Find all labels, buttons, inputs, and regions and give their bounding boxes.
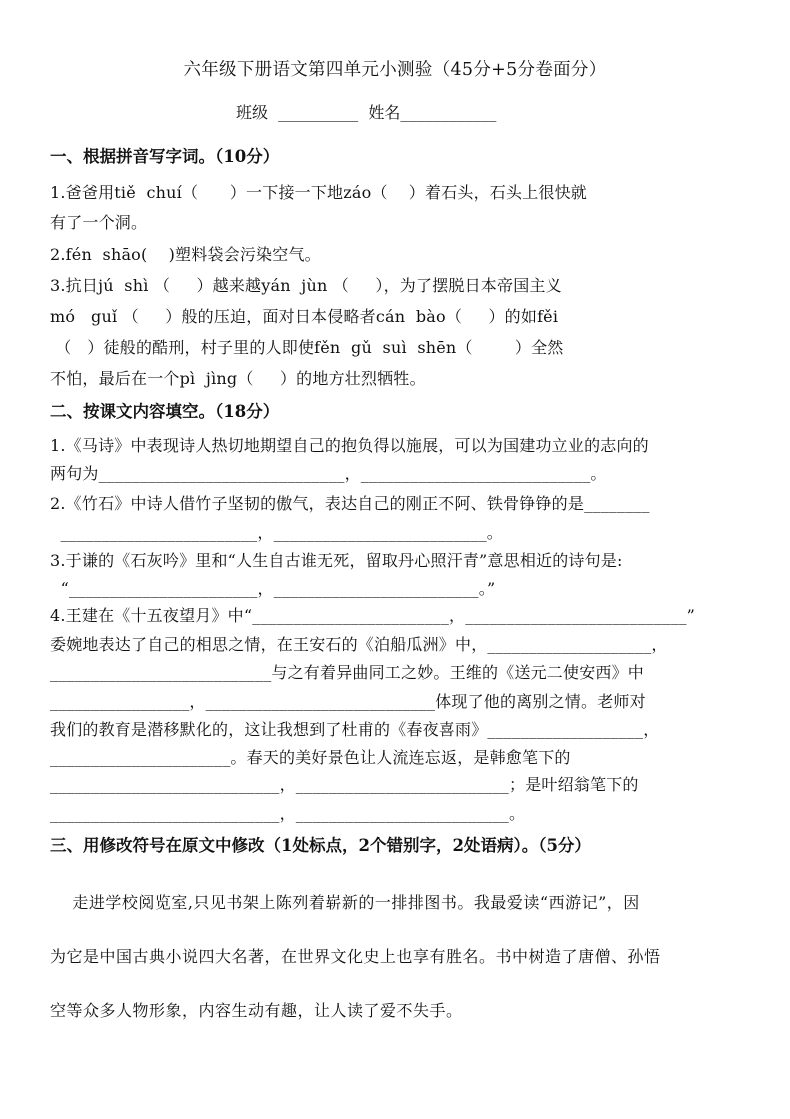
section-2-line: ______________________。春天的美好景色让人流连忘返，是韩愈笔下的	[50, 748, 571, 767]
section-2-line: 4.王建在《十五夜望月》中“________________________，___________________________”	[50, 606, 696, 625]
section-1-line: 1.爸爸用tiě chuí（ ）一下接一下地záo（ ）着石头，石头上很快就	[50, 183, 588, 202]
section-2-heading: 二、按课文内容填空。（18分）	[50, 402, 280, 421]
section-2-line: 2.《竹石》中诗人借竹子坚韧的傲气，表达自己的刚正不阿、铁骨铮铮的是________	[50, 494, 650, 513]
section-1-heading: 一、根据拼音写字词。（10分）	[50, 147, 280, 166]
section-1-line: 不怕，最后在一个pì jìng（ ）的地方壮烈牺牲。	[50, 369, 426, 388]
class-name-line: 班级 __________ 姓名____________	[236, 103, 497, 122]
section-2-line: _________________，____________________________体现了他的离别之情。老师对	[50, 692, 646, 711]
section-3-heading: 三、用修改符号在原文中修改（1处标点，2个错别字，2处语病）。（5分）	[50, 836, 591, 855]
section-1-line: （ ）徒般的酷刑，村子里的人即使fěn gǔ suì shēn（ ）全然	[50, 338, 564, 357]
section-2-line: ________________________，__________________________。	[50, 523, 503, 542]
section-1-line: 3.抗日jú shì （ ）越来越yán jùn （ ），为了摆脱日本帝国主义	[50, 276, 562, 295]
section-3-paragraph-line: 走进学校阅览室,只见书架上陈列着崭新的一排排图书。我最爱读“西游记”，因	[50, 893, 640, 912]
section-2-line: 委婉地表达了自己的相思之情，在王安石的《泊船瓜洲》中，____________________，	[50, 635, 668, 654]
section-2-line: ____________________________，__________________________；是叶绍翁笔下的	[50, 775, 639, 794]
section-2-line: 两句为______________________________，____________________________。	[50, 464, 607, 483]
section-3-paragraph-line: 空等众多人物形象，内容生动有趣，让人读了爱不失手。	[50, 1001, 463, 1020]
section-1-line: 2.fén shāo( )塑料袋会污染空气。	[50, 245, 321, 264]
page-title: 六年级下册语文第四单元小测验（45分+5分卷面分）	[183, 60, 607, 80]
section-2-line: ____________________________，__________________________。	[50, 804, 526, 823]
section-1-line: 有了一个洞。	[50, 213, 148, 232]
section-2-line: “_______________________，_________________________。”	[50, 579, 496, 598]
section-2-line: ___________________________与之有着异曲同工之妙。王维的《送元二使安西》中	[50, 663, 645, 682]
section-3-paragraph-line: 为它是中国古典小说四大名著，在世界文化史上也享有胜名。书中树造了唐僧、孙悟	[50, 947, 661, 966]
section-2-line: 我们的教育是潜移默化的，这让我想到了杜甫的《春夜喜雨》___________________，	[50, 720, 660, 739]
section-2-line: 3.于谦的《石灰吟》里和“人生自古谁无死，留取丹心照汗青”意思相近的诗句是:	[50, 551, 623, 570]
section-2-line: 1.《马诗》中表现诗人热切地期望自己的抱负得以施展，可以为国建功立业的志向的	[50, 436, 649, 455]
section-1-line: mó guǐ （ ）般的压迫，面对日本侵略者cán bào（ ）的如fěi	[50, 307, 559, 326]
